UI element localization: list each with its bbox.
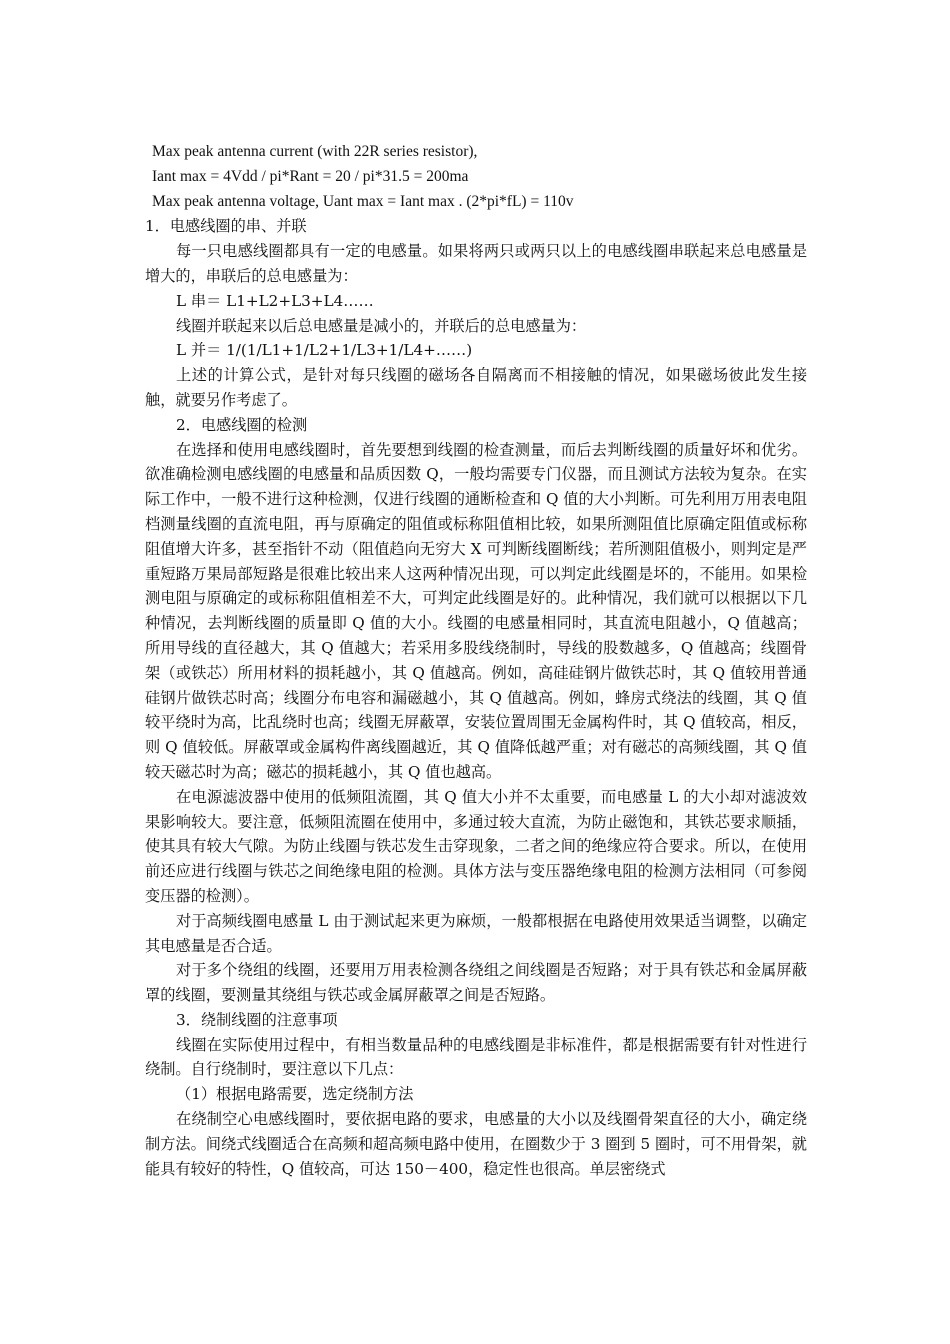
- section-1-paragraph: 上述的计算公式，是针对每只线圈的磁场各自隔离而不相接触的情况，如果磁场彼此发生接触，就要另作考虑了。: [145, 366, 807, 409]
- section-3-subheading: （1）根据电路需要，选定绕制方法: [176, 1085, 414, 1104]
- antenna-current-formula: Iant max = 4Vdd / pi*Rant = 20 / pi*31.5 = 200ma: [152, 167, 469, 185]
- section-2-paragraph: 对于多个绕组的线圈，还要用万用表检测各绕组之间线圈是否短路；对于具有铁芯和金属屏蔽罩的线圈，要测量其绕组与铁芯或金属屏蔽罩之间是否短路。: [145, 961, 807, 1005]
- series-inductance-formula: L 串＝ L1+L2+L3+L4……: [176, 291, 374, 310]
- section-1-paragraph: 每一只电感线圈都具有一定的电感量。如果将两只或两只以上的电感线圈串联起来总电感量是增大的，串联后的总电感量为：: [145, 242, 807, 285]
- section-3-paragraph: 线圈在实际使用过程中，有相当数量品种的电感线圈是非标准件，都是根据需要有针对性进行绕制。自行绕制时，要注意以下几点：: [145, 1035, 807, 1079]
- antenna-current-line: Max peak antenna current (with 22R series resistor),: [152, 143, 478, 160]
- section-2-paragraph: 在电源滤波器中使用的低频阻流圈，其 Q 值大小并不太重要，而电感量 L 的大小却对滤波效果影响较大。要注意，低频阻流圈在使用中，多通过较大直流，为防止磁饱和，其铁芯要求顺插，使其具有较大气隙。为防止线圈与铁芯发生击穿现象，二者之间的绝缘应符合要求。所以，在使用前还应进行线圈与铁芯之间绝缘电阻的检测。具体方法与变压器绝缘电阻的检测方法相同（可参阅变压器的检测）。: [145, 787, 807, 905]
- section-3-heading: 3．绕制线圈的注意事项: [176, 1010, 338, 1029]
- parallel-inductance-formula: L 并＝ 1/(1/L1+1/L2+1/L3+1/L4+……): [176, 341, 473, 360]
- section-2-paragraph: 对于高频线圈电感量 L 由于测试起来更为麻烦，一般都根据在电路使用效果适当调整，以确定其电感量是否合适。: [145, 911, 807, 955]
- section-1-heading: 1．电感线圈的串、并联: [145, 217, 307, 236]
- section-2-paragraph: 在选择和使用电感线圈时，首先要想到线圈的检查测量，而后去判断线圈的质量好坏和优劣。欲准确检测电感线圈的电感量和品质因数 Q，一般均需要专门仪器，而且测试方法较为复杂。在实际工作中，一般不进行这种检测，仅进行线圈的通断检查和 Q 值的大小判断。可先利用万用表电阻档测量线圈的直流电阻，再与原确定的阻值或标称阻值相比较，如果所测阻值比原确定阻值或标称阻值增大许多，甚至指针不动（阻值趋向无穷大 X 可判断线圈断线；若所测阻值极小，则判定是严重短路万果局部短路是很难比较出来人这两种情况出现，可以判定此线圈是坏的，不能用。如果检测电阻与原确定的或标称阻值相差不大，可判定此线圈是好的。此种情况，我们就可以根据以下几种情况，去判断线圈的质量即 Q 值的大小。线圈的电感量相同时，其直流电阻越小，Q 值越高；所用导线的直径越大，其 Q 值越大；若采用多股线绕制时，导线的股数越多，Q 值越高；线圈骨架（或铁芯）所用材料的损耗越小，其 Q 值越高。例如，高硅硅钢片做铁芯时，其 Q 值较用普通硅钢片做铁芯时高；线圈分布电容和漏磁越小，其 Q 值越高。例如，蜂房式绕法的线圈，其 Q 值较平绕时为高，比乱绕时也高；线圈无屏蔽罩，安装位置周围无金属构件时，其 Q 值较高，相反，则 Q 值较低。屏蔽罩或金属构件离线圈越近，其 Q 值降低越严重；对有磁芯的高频线圈，其 Q 值较天磁芯时为高；磁芯的损耗越小，其 Q 值也越高。: [145, 440, 807, 781]
- antenna-voltage-formula: Max peak antenna voltage, Uant max = Iant max . (2*pi*fL) = 110v: [152, 192, 574, 210]
- section-1-paragraph: 线圈并联起来以后总电感量是减小的，并联后的总电感量为：: [176, 316, 587, 335]
- document-body: [145, 140, 807, 1181]
- section-3-paragraph: 在绕制空心电感线圈时，要依据电路的要求，电感量的大小以及线圈骨架直径的大小，确定绕制方法。间绕式线圈适合在高频和超高频电路中使用，在圈数少于 3 圈到 5 圈时，可不用骨架，就能具有较好的特性，Q 值较高，可达 150－400，稳定性也很高。单层密绕式: [145, 1110, 807, 1178]
- section-2-heading: 2．电感线圈的检测: [176, 415, 308, 434]
